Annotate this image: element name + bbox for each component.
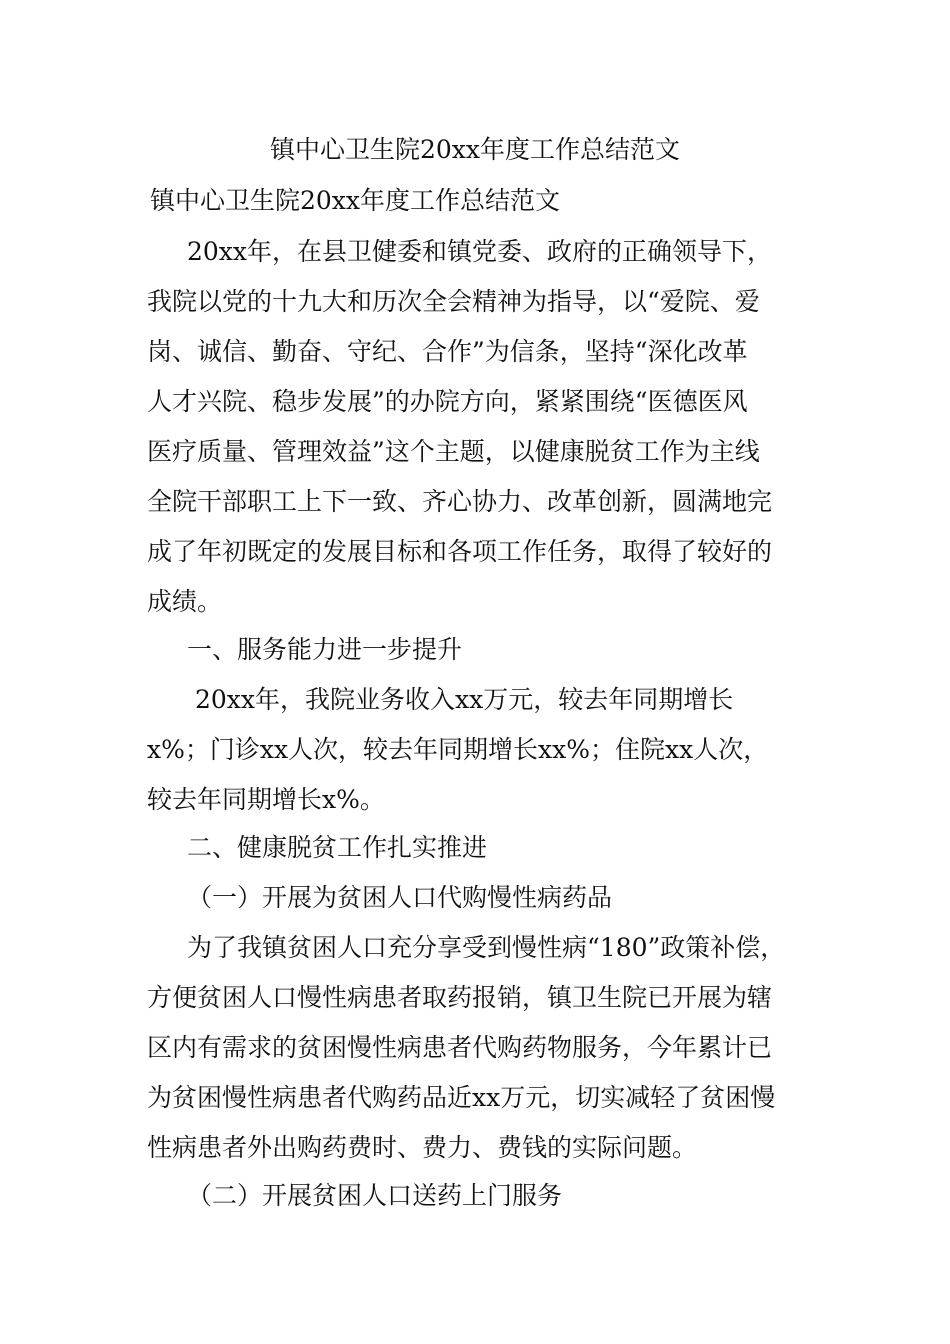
section1-line: x%；门诊xx人次，较去年同期增长xx%；住院xx人次， [147,735,769,764]
intro-line: 医疗质量、管理效益”这个主题，以健康脱贫工作为主线 [147,437,760,466]
sub1-line: 区内有需求的贫困慢性病患者代购药物服务，今年累计已 [147,1033,773,1062]
document-subtitle: 镇中心卫生院20xx年度工作总结范文 [150,186,561,215]
intro-line: 全院干部职工上下一致、齐心协力、改革创新，圆满地完 [147,487,773,516]
intro-line: 成了年初既定的发展目标和各项工作任务，取得了较好的 [147,537,773,566]
intro-line: 成绩。 [147,587,223,616]
section1-line: 20xx年，我院业务收入xx万元，较去年同期增长 [195,685,734,714]
document-title: 镇中心卫生院20xx年度工作总结范文 [269,135,680,164]
intro-line: 20xx年，在县卫健委和镇党委、政府的正确领导下， [187,237,773,266]
subsection-heading-1: （一）开展为贫困人口代购慢性病药品 [187,883,613,912]
intro-line: 人才兴院、稳步发展”的办院方向，紧紧围绕“医德医风 [147,387,748,416]
section-heading-2: 二、健康脱贫工作扎实推进 [187,833,488,862]
section-heading-1: 一、服务能力进一步提升 [187,635,463,664]
sub1-line: 为贫困慢性病患者代购药品近xx万元，切实减轻了贫困慢 [147,1083,776,1112]
intro-line: 我院以党的十九大和历次全会精神为指导，以“爱院、爱 [147,287,760,316]
subsection-heading-2: （二）开展贫困人口送药上门服务 [187,1181,563,1210]
sub1-line: 方便贫困人口慢性病患者取药报销，镇卫生院已开展为辖 [147,983,773,1012]
section1-line: 较去年同期增长x%。 [147,785,385,814]
sub1-line: 性病患者外出购药费时、费力、费钱的实际问题。 [147,1133,698,1162]
intro-line: 岗、诚信、勤奋、守纪、合作”为信条，坚持“深化改革 [147,337,748,366]
sub1-line: 为了我镇贫困人口充分享受到慢性病“180”政策补偿， [187,933,786,962]
